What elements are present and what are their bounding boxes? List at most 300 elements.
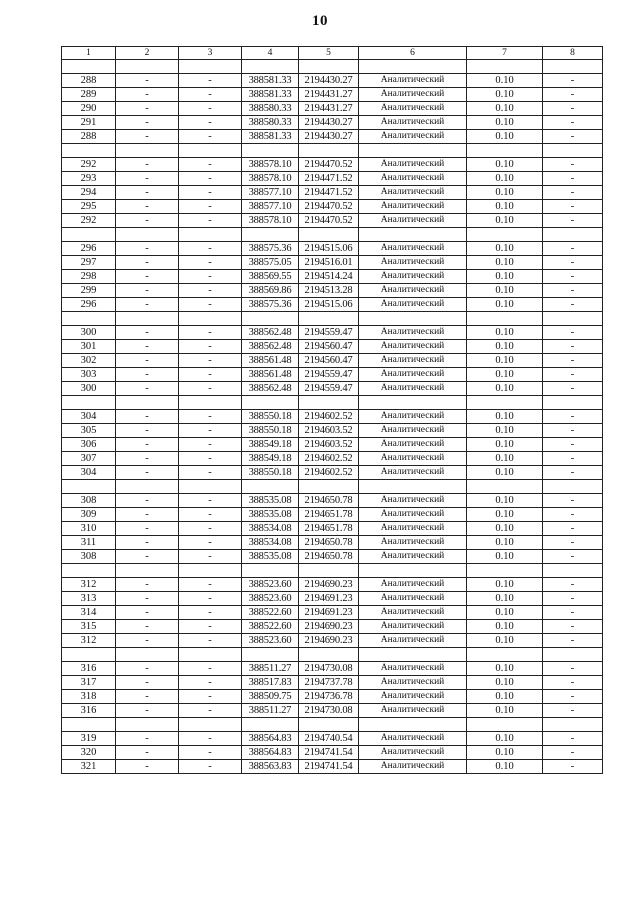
col3-cell: - [179, 508, 242, 522]
col8-cell: - [543, 284, 603, 298]
col3-cell: - [179, 158, 242, 172]
col8-cell: - [543, 410, 603, 424]
accuracy-cell: 0.10 [467, 606, 543, 620]
col8-cell: - [543, 200, 603, 214]
table-separator-row [62, 718, 603, 732]
col8-cell: - [543, 172, 603, 186]
col3-cell: - [179, 522, 242, 536]
x-coordinate-cell: 388535.08 [242, 508, 299, 522]
col8-cell: - [543, 186, 603, 200]
x-coordinate-cell: 388550.18 [242, 466, 299, 480]
col2-cell [116, 60, 179, 74]
accuracy-cell: 0.10 [467, 438, 543, 452]
point-number-cell [62, 144, 116, 158]
col2-cell: - [116, 578, 179, 592]
accuracy-cell: 0.10 [467, 270, 543, 284]
x-coordinate-cell [242, 718, 299, 732]
table-row [62, 494, 603, 508]
col2-cell: - [116, 494, 179, 508]
x-coordinate-cell: 388509.75 [242, 690, 299, 704]
method-cell [359, 718, 467, 732]
col3-cell [179, 312, 242, 326]
accuracy-cell: 0.10 [467, 592, 543, 606]
y-coordinate-cell: 2194603.52 [299, 438, 359, 452]
method-cell: Аналитический [359, 298, 467, 312]
table-row [62, 186, 603, 200]
col3-cell: - [179, 74, 242, 88]
y-coordinate-cell: 2194559.47 [299, 368, 359, 382]
table-row [62, 466, 603, 480]
accuracy-cell: 0.10 [467, 256, 543, 270]
col2-cell: - [116, 130, 179, 144]
col8-cell: - [543, 326, 603, 340]
y-coordinate-cell: 2194650.78 [299, 550, 359, 564]
x-coordinate-cell: 388562.48 [242, 340, 299, 354]
table-row [62, 732, 603, 746]
accuracy-cell: 0.10 [467, 200, 543, 214]
col3-cell: - [179, 704, 242, 718]
col2-cell [116, 480, 179, 494]
col3-cell: - [179, 760, 242, 774]
point-number-cell: 304 [62, 410, 116, 424]
col8-cell: - [543, 662, 603, 676]
col2-cell: - [116, 606, 179, 620]
accuracy-cell: 0.10 [467, 130, 543, 144]
col8-cell: - [543, 424, 603, 438]
accuracy-cell: 0.10 [467, 214, 543, 228]
y-coordinate-cell: 2194430.27 [299, 116, 359, 130]
y-coordinate-cell: 2194741.54 [299, 746, 359, 760]
method-cell: Аналитический [359, 704, 467, 718]
accuracy-cell: 0.10 [467, 88, 543, 102]
accuracy-cell: 0.10 [467, 368, 543, 382]
point-number-cell: 299 [62, 284, 116, 298]
accuracy-cell: 0.10 [467, 690, 543, 704]
method-cell: Аналитический [359, 200, 467, 214]
col2-cell: - [116, 536, 179, 550]
col8-cell: - [543, 508, 603, 522]
point-number-cell: 290 [62, 102, 116, 116]
col8-cell: - [543, 438, 603, 452]
point-number-cell: 307 [62, 452, 116, 466]
method-cell: Аналитический [359, 102, 467, 116]
x-coordinate-cell: 388534.08 [242, 522, 299, 536]
table-row [62, 620, 603, 634]
table-separator-row [62, 480, 603, 494]
y-coordinate-cell: 2194560.47 [299, 340, 359, 354]
y-coordinate-cell: 2194470.52 [299, 158, 359, 172]
point-number-cell: 298 [62, 270, 116, 284]
col3-cell [179, 228, 242, 242]
y-coordinate-cell: 2194741.54 [299, 760, 359, 774]
accuracy-cell: 0.10 [467, 760, 543, 774]
col3-cell: - [179, 410, 242, 424]
col8-cell: - [543, 130, 603, 144]
table-row [62, 242, 603, 256]
col8-cell: - [543, 550, 603, 564]
accuracy-cell: 0.10 [467, 326, 543, 340]
accuracy-cell: 0.10 [467, 382, 543, 396]
x-coordinate-cell: 388564.83 [242, 746, 299, 760]
method-cell: Аналитический [359, 634, 467, 648]
column-header: 4 [242, 47, 299, 60]
col3-cell: - [179, 662, 242, 676]
table-row [62, 634, 603, 648]
x-coordinate-cell: 388534.08 [242, 536, 299, 550]
x-coordinate-cell: 388578.10 [242, 214, 299, 228]
method-cell: Аналитический [359, 508, 467, 522]
method-cell: Аналитический [359, 88, 467, 102]
col8-cell: - [543, 522, 603, 536]
col8-cell: - [543, 746, 603, 760]
y-coordinate-cell: 2194690.23 [299, 620, 359, 634]
table-row [62, 536, 603, 550]
accuracy-cell [467, 144, 543, 158]
col2-cell: - [116, 256, 179, 270]
x-coordinate-cell: 388511.27 [242, 704, 299, 718]
table-separator-row [62, 396, 603, 410]
y-coordinate-cell: 2194736.78 [299, 690, 359, 704]
method-cell: Аналитический [359, 732, 467, 746]
col3-cell: - [179, 172, 242, 186]
accuracy-cell: 0.10 [467, 158, 543, 172]
point-number-cell: 288 [62, 130, 116, 144]
method-cell: Аналитический [359, 746, 467, 760]
method-cell: Аналитический [359, 522, 467, 536]
point-number-cell: 306 [62, 438, 116, 452]
col3-cell: - [179, 326, 242, 340]
col3-cell [179, 718, 242, 732]
accuracy-cell: 0.10 [467, 424, 543, 438]
point-number-cell: 309 [62, 508, 116, 522]
point-number-cell: 311 [62, 536, 116, 550]
method-cell: Аналитический [359, 592, 467, 606]
point-number-cell: 294 [62, 186, 116, 200]
table-row [62, 522, 603, 536]
method-cell: Аналитический [359, 466, 467, 480]
col2-cell: - [116, 424, 179, 438]
column-header: 5 [299, 47, 359, 60]
accuracy-cell: 0.10 [467, 410, 543, 424]
table-row [62, 74, 603, 88]
col3-cell: - [179, 494, 242, 508]
col3-cell: - [179, 340, 242, 354]
x-coordinate-cell: 388523.60 [242, 578, 299, 592]
point-number-cell: 288 [62, 74, 116, 88]
point-number-cell: 301 [62, 340, 116, 354]
col2-cell: - [116, 438, 179, 452]
col8-cell: - [543, 116, 603, 130]
col3-cell [179, 144, 242, 158]
col8-cell [543, 480, 603, 494]
col3-cell: - [179, 634, 242, 648]
col8-cell: - [543, 88, 603, 102]
method-cell: Аналитический [359, 690, 467, 704]
col3-cell: - [179, 424, 242, 438]
y-coordinate-cell: 2194730.08 [299, 704, 359, 718]
col8-cell: - [543, 102, 603, 116]
accuracy-cell: 0.10 [467, 550, 543, 564]
method-cell: Аналитический [359, 284, 467, 298]
x-coordinate-cell: 388580.33 [242, 102, 299, 116]
method-cell: Аналитический [359, 242, 467, 256]
col2-cell: - [116, 466, 179, 480]
col3-cell: - [179, 354, 242, 368]
col8-cell: - [543, 732, 603, 746]
method-cell: Аналитический [359, 452, 467, 466]
point-number-cell: 300 [62, 326, 116, 340]
y-coordinate-cell: 2194430.27 [299, 130, 359, 144]
point-number-cell: 296 [62, 242, 116, 256]
x-coordinate-cell: 388581.33 [242, 130, 299, 144]
accuracy-cell: 0.10 [467, 494, 543, 508]
x-coordinate-cell: 388550.18 [242, 410, 299, 424]
method-cell: Аналитический [359, 186, 467, 200]
method-cell [359, 228, 467, 242]
x-coordinate-cell: 388561.48 [242, 368, 299, 382]
col8-cell: - [543, 214, 603, 228]
col2-cell: - [116, 620, 179, 634]
table-row [62, 326, 603, 340]
x-coordinate-cell: 388575.36 [242, 242, 299, 256]
y-coordinate-cell: 2194737.78 [299, 676, 359, 690]
col2-cell: - [116, 760, 179, 774]
y-coordinate-cell: 2194431.27 [299, 102, 359, 116]
method-cell: Аналитический [359, 368, 467, 382]
x-coordinate-cell: 388564.83 [242, 732, 299, 746]
y-coordinate-cell: 2194515.06 [299, 298, 359, 312]
accuracy-cell [467, 396, 543, 410]
y-coordinate-cell [299, 144, 359, 158]
col8-cell: - [543, 368, 603, 382]
col2-cell: - [116, 214, 179, 228]
col3-cell: - [179, 368, 242, 382]
accuracy-cell: 0.10 [467, 620, 543, 634]
col2-cell: - [116, 340, 179, 354]
point-number-cell: 304 [62, 466, 116, 480]
x-coordinate-cell [242, 60, 299, 74]
table-row [62, 270, 603, 284]
y-coordinate-cell: 2194516.01 [299, 256, 359, 270]
col2-cell: - [116, 732, 179, 746]
x-coordinate-cell: 388578.10 [242, 172, 299, 186]
col8-cell: - [543, 256, 603, 270]
table-row [62, 746, 603, 760]
y-coordinate-cell: 2194602.52 [299, 410, 359, 424]
col2-cell: - [116, 410, 179, 424]
col3-cell: - [179, 88, 242, 102]
point-number-cell: 296 [62, 298, 116, 312]
x-coordinate-cell: 388575.36 [242, 298, 299, 312]
point-number-cell: 312 [62, 634, 116, 648]
table-row [62, 354, 603, 368]
accuracy-cell [467, 480, 543, 494]
col3-cell [179, 564, 242, 578]
x-coordinate-cell: 388562.48 [242, 382, 299, 396]
col2-cell: - [116, 368, 179, 382]
table-row [62, 606, 603, 620]
accuracy-cell: 0.10 [467, 536, 543, 550]
table-row [62, 550, 603, 564]
accuracy-cell: 0.10 [467, 74, 543, 88]
col2-cell: - [116, 298, 179, 312]
table-row [62, 704, 603, 718]
table-row [62, 368, 603, 382]
col8-cell: - [543, 74, 603, 88]
col8-cell: - [543, 354, 603, 368]
col2-cell: - [116, 172, 179, 186]
method-cell: Аналитический [359, 326, 467, 340]
method-cell: Аналитический [359, 550, 467, 564]
point-number-cell: 308 [62, 494, 116, 508]
point-number-cell: 319 [62, 732, 116, 746]
method-cell: Аналитический [359, 494, 467, 508]
col2-cell: - [116, 508, 179, 522]
table-separator-row [62, 648, 603, 662]
method-cell [359, 312, 467, 326]
x-coordinate-cell: 388535.08 [242, 494, 299, 508]
col2-cell: - [116, 242, 179, 256]
method-cell: Аналитический [359, 256, 467, 270]
accuracy-cell: 0.10 [467, 102, 543, 116]
y-coordinate-cell: 2194471.52 [299, 186, 359, 200]
col3-cell: - [179, 214, 242, 228]
point-number-cell: 315 [62, 620, 116, 634]
point-number-cell: 291 [62, 116, 116, 130]
method-cell [359, 60, 467, 74]
y-coordinate-cell: 2194691.23 [299, 592, 359, 606]
accuracy-cell: 0.10 [467, 578, 543, 592]
x-coordinate-cell: 388561.48 [242, 354, 299, 368]
point-number-cell [62, 228, 116, 242]
col8-cell [543, 718, 603, 732]
col2-cell: - [116, 186, 179, 200]
col3-cell [179, 396, 242, 410]
col8-cell: - [543, 634, 603, 648]
accuracy-cell: 0.10 [467, 340, 543, 354]
col3-cell [179, 60, 242, 74]
y-coordinate-cell [299, 60, 359, 74]
y-coordinate-cell [299, 480, 359, 494]
y-coordinate-cell: 2194651.78 [299, 522, 359, 536]
col8-cell: - [543, 270, 603, 284]
table-row [62, 172, 603, 186]
col3-cell: - [179, 578, 242, 592]
col3-cell: - [179, 452, 242, 466]
method-cell: Аналитический [359, 410, 467, 424]
col3-cell: - [179, 284, 242, 298]
method-cell [359, 648, 467, 662]
col2-cell [116, 228, 179, 242]
col3-cell: - [179, 746, 242, 760]
table-separator-row [62, 60, 603, 74]
y-coordinate-cell: 2194514.24 [299, 270, 359, 284]
col3-cell: - [179, 298, 242, 312]
y-coordinate-cell: 2194740.54 [299, 732, 359, 746]
x-coordinate-cell [242, 144, 299, 158]
y-coordinate-cell [299, 718, 359, 732]
y-coordinate-cell: 2194690.23 [299, 578, 359, 592]
method-cell [359, 480, 467, 494]
table-separator-row [62, 228, 603, 242]
col8-cell: - [543, 494, 603, 508]
table-row [62, 410, 603, 424]
method-cell [359, 396, 467, 410]
method-cell: Аналитический [359, 116, 467, 130]
col3-cell: - [179, 130, 242, 144]
point-number-cell: 316 [62, 662, 116, 676]
table-row [62, 690, 603, 704]
table-separator-row [62, 564, 603, 578]
point-number-cell: 293 [62, 172, 116, 186]
col8-cell: - [543, 382, 603, 396]
method-cell: Аналитический [359, 536, 467, 550]
point-number-cell: 313 [62, 592, 116, 606]
y-coordinate-cell: 2194651.78 [299, 508, 359, 522]
col8-cell: - [543, 760, 603, 774]
point-number-cell: 318 [62, 690, 116, 704]
accuracy-cell: 0.10 [467, 298, 543, 312]
x-coordinate-cell: 388549.18 [242, 452, 299, 466]
x-coordinate-cell: 388577.10 [242, 200, 299, 214]
accuracy-cell: 0.10 [467, 676, 543, 690]
y-coordinate-cell: 2194690.23 [299, 634, 359, 648]
table-row [62, 760, 603, 774]
table-row [62, 88, 603, 102]
method-cell: Аналитический [359, 270, 467, 284]
table-row [62, 508, 603, 522]
col2-cell: - [116, 452, 179, 466]
y-coordinate-cell: 2194471.52 [299, 172, 359, 186]
x-coordinate-cell [242, 312, 299, 326]
x-coordinate-cell: 388523.60 [242, 592, 299, 606]
method-cell [359, 564, 467, 578]
y-coordinate-cell: 2194602.52 [299, 452, 359, 466]
col3-cell: - [179, 186, 242, 200]
col2-cell: - [116, 634, 179, 648]
method-cell: Аналитический [359, 130, 467, 144]
col2-cell [116, 718, 179, 732]
col3-cell: - [179, 256, 242, 270]
y-coordinate-cell [299, 648, 359, 662]
col2-cell: - [116, 382, 179, 396]
y-coordinate-cell: 2194515.06 [299, 242, 359, 256]
point-number-cell: 302 [62, 354, 116, 368]
x-coordinate-cell [242, 648, 299, 662]
accuracy-cell [467, 60, 543, 74]
table-row [62, 298, 603, 312]
x-coordinate-cell [242, 396, 299, 410]
table-row [62, 424, 603, 438]
point-number-cell: 303 [62, 368, 116, 382]
point-number-cell: 316 [62, 704, 116, 718]
col2-cell [116, 396, 179, 410]
col8-cell: - [543, 298, 603, 312]
accuracy-cell: 0.10 [467, 662, 543, 676]
point-number-cell [62, 312, 116, 326]
y-coordinate-cell [299, 312, 359, 326]
method-cell: Аналитический [359, 606, 467, 620]
accuracy-cell [467, 564, 543, 578]
point-number-cell: 292 [62, 214, 116, 228]
x-coordinate-cell: 388549.18 [242, 438, 299, 452]
col2-cell [116, 312, 179, 326]
method-cell: Аналитический [359, 424, 467, 438]
accuracy-cell: 0.10 [467, 242, 543, 256]
accuracy-cell: 0.10 [467, 452, 543, 466]
col3-cell: - [179, 676, 242, 690]
y-coordinate-cell: 2194691.23 [299, 606, 359, 620]
